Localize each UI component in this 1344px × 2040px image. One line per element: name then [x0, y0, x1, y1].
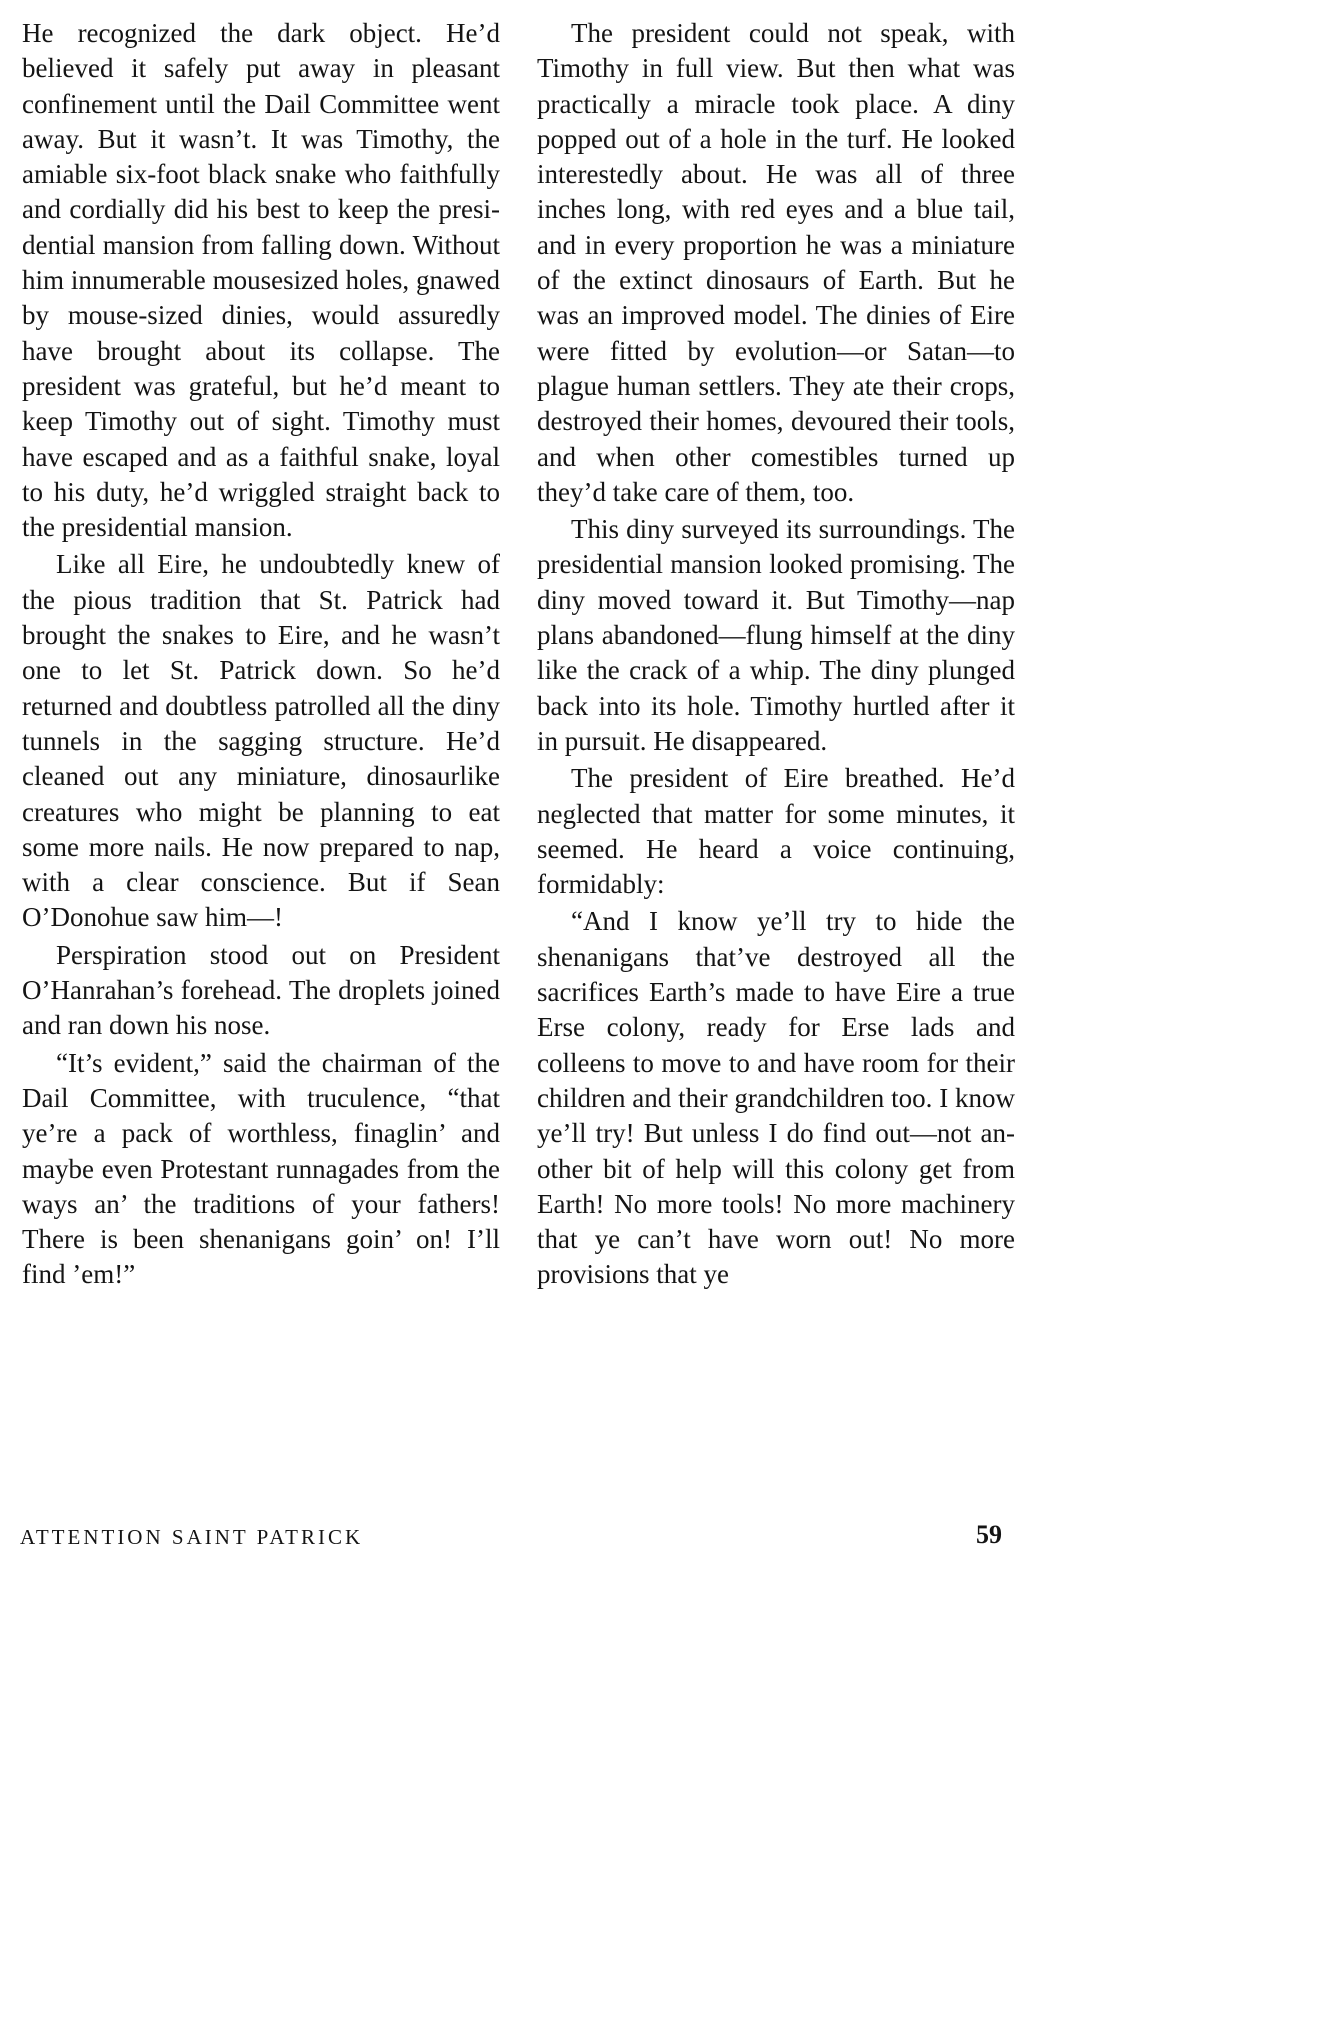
left-text-column	[22, 16, 500, 1295]
paragraph: Like all Eire, he undoubtedly knew of the pious tradition that St. Patrick had brought the snakes to Eire, and he wasn’t one to let St. Patrick down. So he’d returned and doubtless patrolled all the diny tunnels in the sagging structure. He’d cleaned out any miniature, dinosaurlike creatures who might be planning to eat some more nails. He now prepared to nap, with a clear conscience. But if Sean O’Donohue saw him—!	[22, 549, 500, 933]
running-footer-title: ATTENTION SAINT PATRICK	[20, 1525, 364, 1549]
page-number: 59	[976, 1520, 1002, 1549]
paragraph: He recognized the dark object. He’d believed it safely put away in pleasant confinement until the Dail Committee went away. But it wasn’t. It was Timothy, the amiable six-foot black snake who faithfully and cordially did his best to keep the presidential mansion from falling down. Without him innumerable mousesized holes, gnawed by mouse-sized dinies, would assuredly have brought about its collapse. The president was grateful, but he’d meant to keep Timothy out of sight. Timothy must have escaped and as a faithful snake, loyal to his duty, he’d wriggled straight back to the presidential mansion.	[22, 18, 500, 543]
paragraph: This diny surveyed its surroundings. The presidential mansion looked promising. The diny moved toward it. But Timothy—nap plans abandoned—flung himself at the diny like the crack of a whip. The diny plunged back into its hole. Timothy hurtled after it in pursuit. He disappeared.	[537, 514, 1015, 756]
paragraph: The president could not speak, with Timothy in full view. But then what was practically a miracle took place. A diny popped out of a hole in the turf. He looked interestedly about. He was all of three inches long, with red eyes and a blue tail, and in every proportion he was a miniature of the extinct dinosaurs of Earth. But he was an improved model. The dinies of Eire were fitted by evolution—or Satan—to plague human settlers. They ate their crops, destroyed their homes, devoured their tools, and when other comestibles turned up they’d take care of them, too.	[537, 18, 1015, 507]
paragraph: “It’s evident,” said the chairman of the Dail Committee, with truculence, “that ye’re a pack of worthless, finaglin’ and maybe even Protestant runnagades from the ways an’ the traditions of your fathers! There is been shenanigans goin’ on! I’ll find ’em!”	[22, 1047, 500, 1290]
right-text-column	[537, 16, 1015, 1295]
paragraph: “And I know ye’ll try to hide the shenanigans that’ve destroyed all the sacrifices Earth’s made to have Eire a true Erse colony, ready for Erse lads and colleens to move to and have room for their children and their grandchildren too. I know ye’ll try! But unless I do find out—not another bit of help will this colony get from Earth! No more tools! No more machinery that ye can’t have worn out! No more provisions that ye	[537, 906, 1015, 1290]
paragraph: The president of Eire breathed. He’d neglected that matter for some minutes, it seemed. He heard a voice continuing, formidably:	[537, 763, 1015, 900]
paragraph: Perspiration stood out on President O’Hanrahan’s forehead. The droplets joined and ran down his nose.	[22, 939, 500, 1041]
